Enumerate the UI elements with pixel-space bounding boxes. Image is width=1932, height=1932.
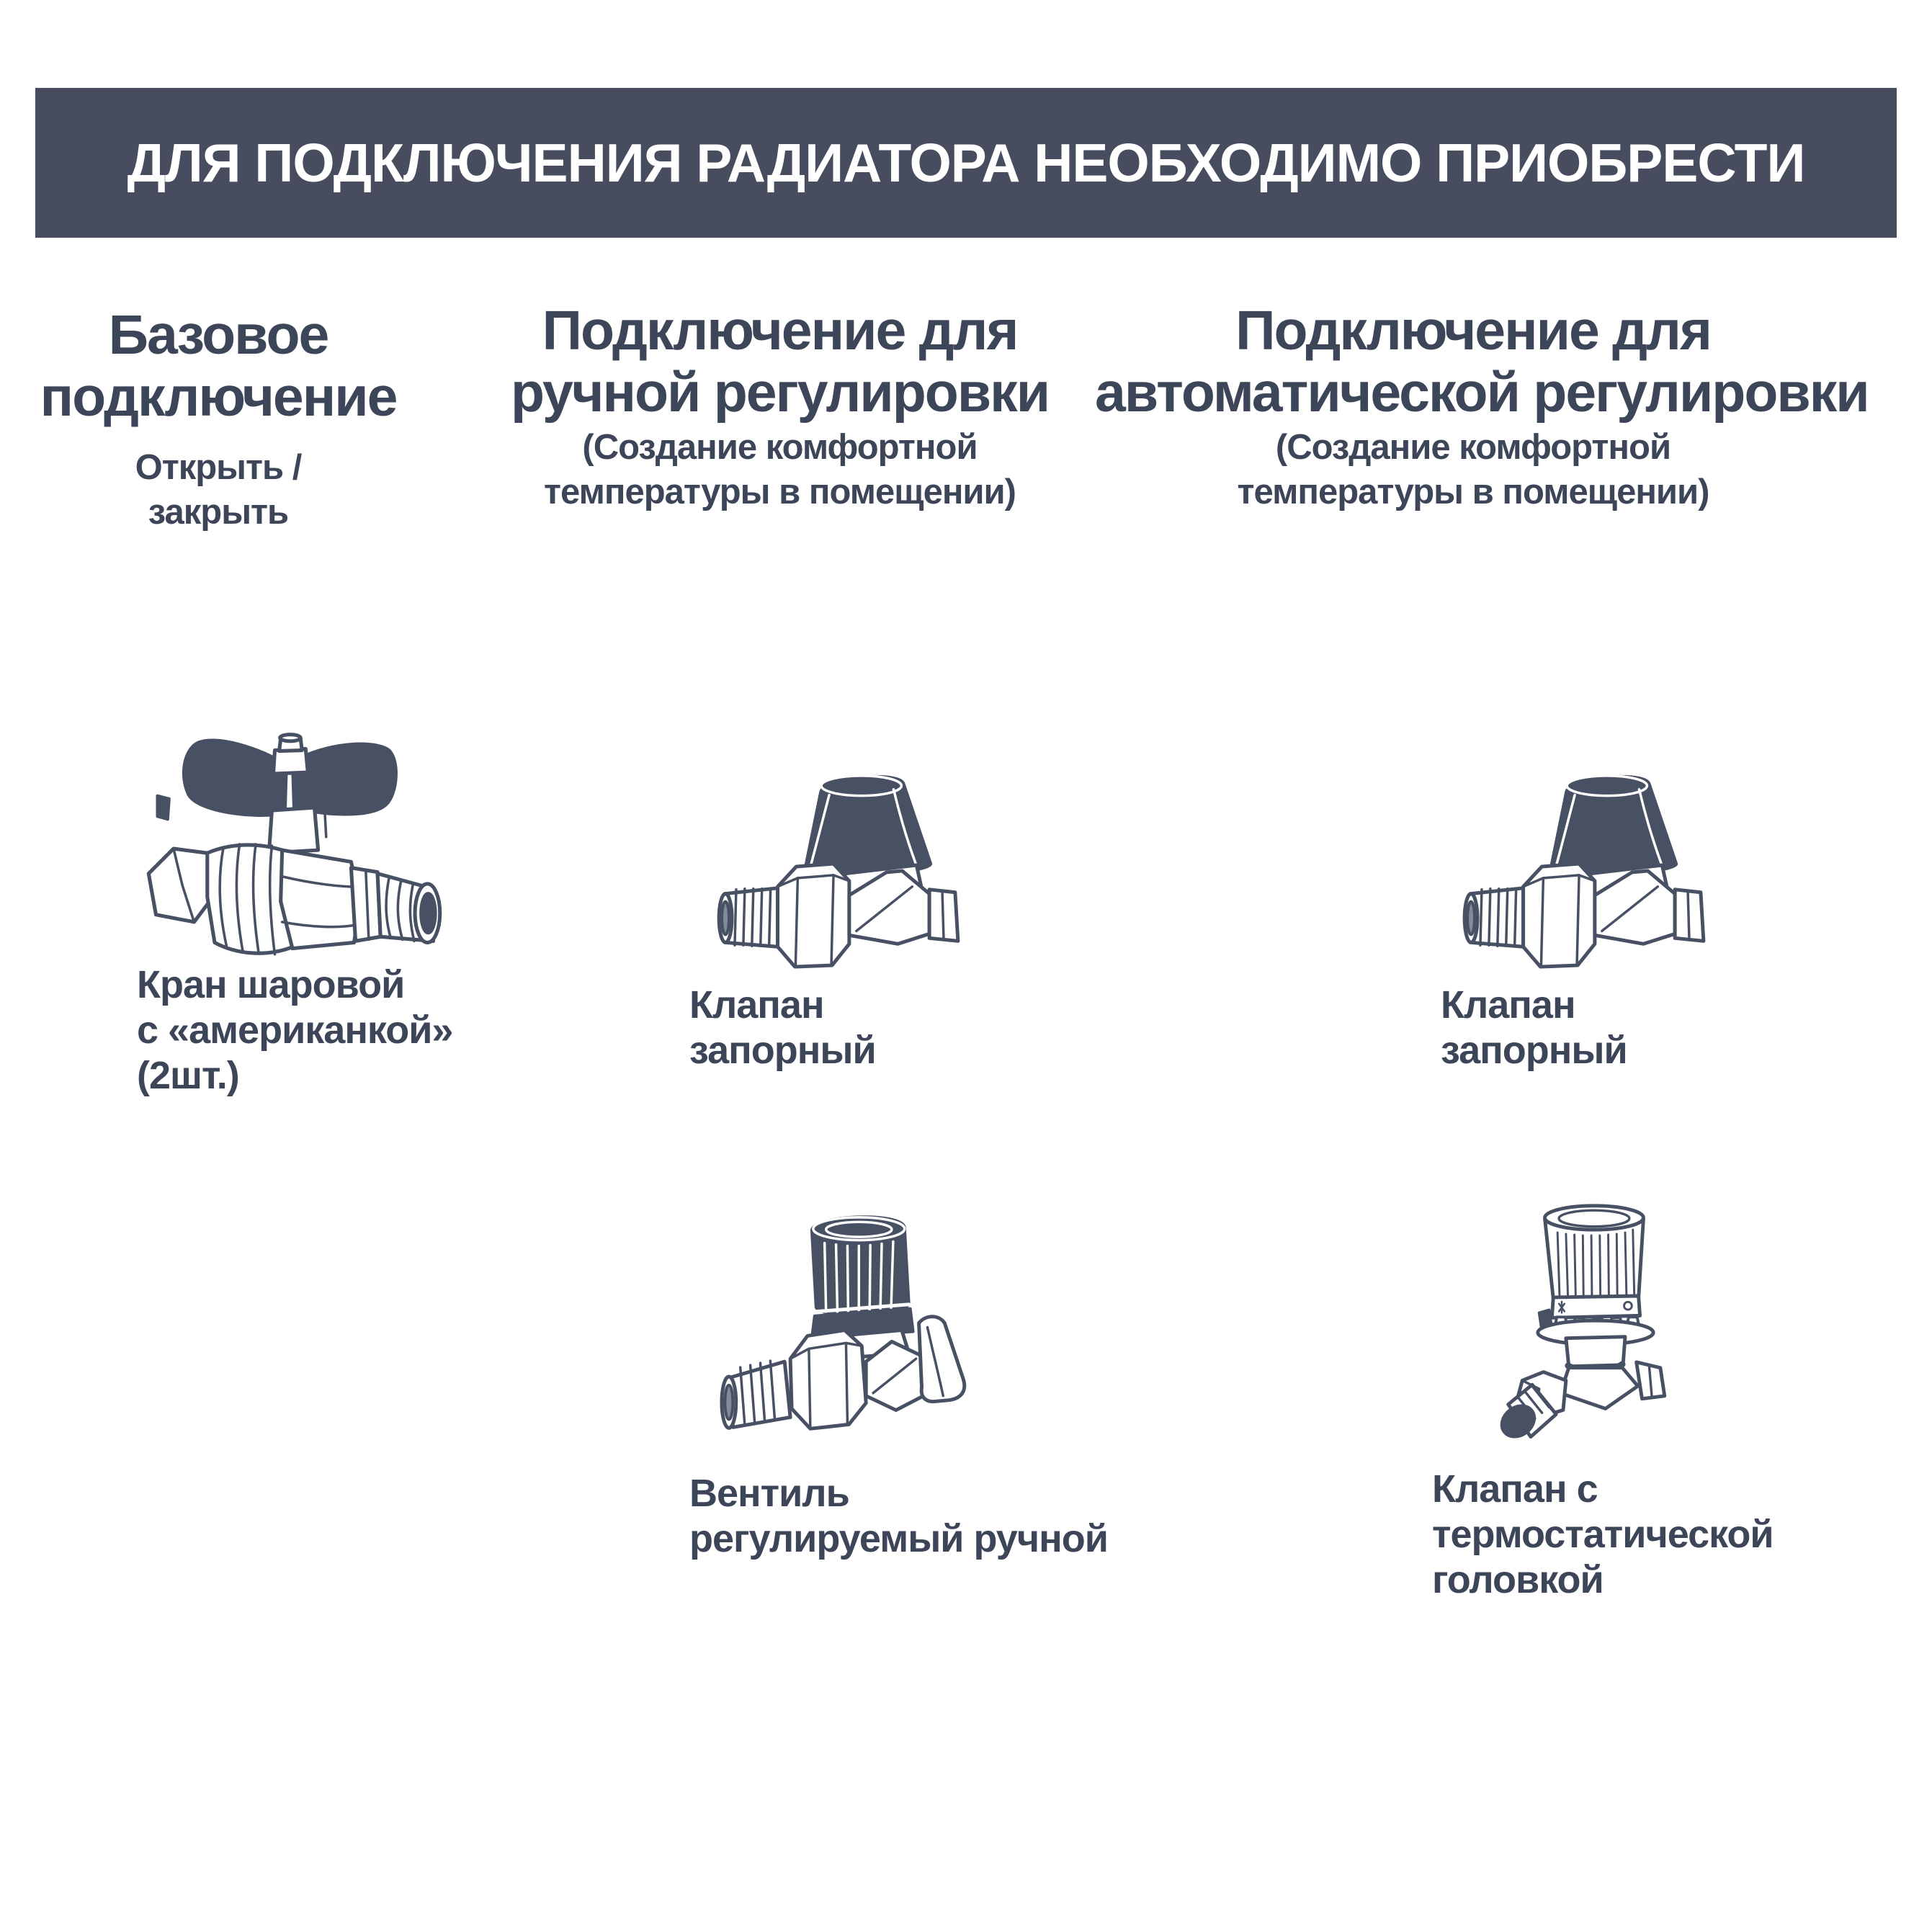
column-header-basic — [14, 304, 422, 428]
subtitle-line: (Создание комфортной — [1275, 428, 1671, 467]
item-label-thermo-valve — [1432, 1467, 1774, 1603]
label-line: (2шт.) — [137, 1054, 239, 1097]
label-line: Вентиль — [689, 1472, 849, 1515]
thermo-valve-drawing — [1498, 1194, 1689, 1461]
column-header-automatic — [1095, 300, 1869, 424]
thermo-valve-icon — [1498, 1194, 1689, 1461]
stop-valve-drawing — [1459, 759, 1709, 974]
manual-valve-icon — [715, 1207, 968, 1457]
label-line: с «американкой» — [137, 1009, 453, 1052]
column-subtitle-basic — [14, 445, 422, 535]
title-line: Подключение для — [542, 300, 1018, 362]
subtitle-line: Открыть / — [135, 448, 302, 487]
column-header-manual — [493, 300, 1066, 424]
column-subtitle-manual — [493, 425, 1066, 514]
title-line: Базовое — [108, 304, 328, 366]
label-line: запорный — [1441, 1029, 1627, 1072]
stop-valve-icon — [1459, 759, 1709, 974]
stop-valve-icon — [713, 759, 964, 974]
banner-title: ДЛЯ ПОДКЛЮЧЕНИЯ РАДИАТОРА НЕОБХОДИМО ПРИОБРЕСТИ — [127, 133, 1805, 193]
label-line: Клапан — [1441, 983, 1575, 1027]
subtitle-line: (Создание комфортной — [582, 428, 978, 467]
label-line: головкой — [1432, 1558, 1604, 1601]
item-label-manual-valve — [689, 1471, 1108, 1562]
subtitle-line: закрыть — [148, 493, 289, 532]
banner — [35, 88, 1897, 238]
column-title-manual — [493, 300, 1066, 424]
stop-valve-drawing — [713, 759, 964, 974]
item-label-stop-valve — [1441, 983, 1627, 1073]
label-line: Кран шаровой — [137, 963, 405, 1006]
title-line: автоматической регулировки — [1095, 362, 1869, 424]
label-line: запорный — [689, 1029, 876, 1072]
ball-valve-icon — [137, 728, 452, 963]
item-label-stop-valve — [689, 983, 876, 1073]
column-title-automatic — [1095, 300, 1869, 424]
subtitle-line: температуры в помещении) — [1237, 473, 1709, 511]
title-line: подключение — [40, 366, 397, 428]
manual-valve-drawing — [715, 1207, 968, 1457]
column-title-basic — [14, 304, 422, 428]
title-line: Подключение для — [1235, 300, 1711, 362]
title-line: ручной регулировки — [510, 362, 1050, 424]
subtitle-line: температуры в помещении) — [544, 473, 1016, 511]
item-label-ball-valve — [137, 962, 452, 1099]
column-subtitle-automatic — [1095, 425, 1851, 514]
ball-valve-drawing — [137, 728, 452, 963]
label-line: регулируемый ручной — [689, 1517, 1108, 1560]
label-line: Клапан — [689, 983, 824, 1027]
label-line: термостатической — [1432, 1513, 1774, 1556]
label-line: Клапан с — [1432, 1467, 1598, 1511]
